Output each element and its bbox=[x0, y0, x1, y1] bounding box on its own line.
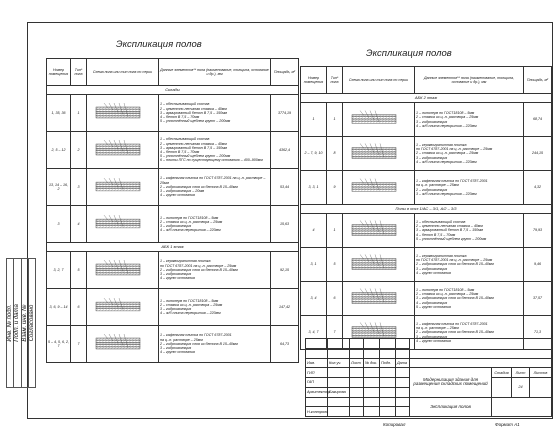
floor-type: 5 bbox=[327, 248, 343, 282]
floor-layer-item: 3 – гидроизоляция – 20мм bbox=[160, 189, 205, 194]
floor-layer-item: 3 – гидроизоляция bbox=[416, 119, 448, 124]
floor-layer-item: 4 – бетон В 7,5 – 70мм bbox=[416, 232, 456, 237]
room-numbers: 3, 4 bbox=[301, 282, 327, 316]
header-type: Тип* пола bbox=[71, 59, 87, 86]
side-strip: Инв. № подл. bbox=[6, 258, 13, 388]
floor-layer-item: 4 – грунт основания bbox=[160, 350, 195, 355]
floor-layer-item: 1 – линолеум по ГОСТ18108 – 5мм bbox=[160, 215, 219, 220]
table-row bbox=[47, 289, 299, 326]
stamp-sheets-header: Листов bbox=[530, 368, 552, 378]
floor-layers bbox=[159, 252, 271, 289]
stamp-label-date: Дата bbox=[396, 358, 410, 368]
stamp-role: Архитектор bbox=[306, 387, 328, 397]
floor-section-icon bbox=[88, 133, 148, 166]
header-elements: Данные элементов** пола (наименование, толщина, основание и др.), мм bbox=[159, 59, 271, 86]
floor-layer-item: 3 – гидроизоляция bbox=[160, 307, 192, 311]
floor-layer-item: 4 – ж/б плита перекрытия – 220мм bbox=[416, 159, 477, 164]
floor-layers bbox=[415, 282, 524, 316]
floor-layer-item: 1 – линолеум по ГОСТ18108 – 5мм bbox=[160, 298, 219, 303]
floor-section-icon bbox=[88, 170, 148, 203]
stamp-name bbox=[328, 368, 350, 378]
stamp-role: Н.контроль bbox=[306, 407, 328, 417]
floor-section-drawing bbox=[343, 248, 415, 282]
right-table bbox=[300, 66, 552, 350]
floor-type: 2 bbox=[71, 132, 87, 169]
floor-layer-item: 2 – гидроизоляция слоя из бетона В 15–40мм bbox=[160, 341, 238, 346]
floor-layer-item: на ц.-п. растворе – 25мм bbox=[416, 326, 459, 331]
stamp-project-title: Модернизация здания для размещения складских помещений bbox=[410, 368, 492, 397]
stamp-name bbox=[328, 397, 350, 407]
floor-layer-item: 4 – грунт основания bbox=[160, 193, 195, 198]
table-row bbox=[47, 252, 299, 289]
floor-section-drawing bbox=[343, 137, 415, 171]
stamp-stage-header: Стадия bbox=[492, 368, 512, 378]
section-title: Полы в осях 1/АС – 3/1, А/2 – 3/3 bbox=[301, 205, 552, 214]
stamp-copied: Копировал bbox=[383, 422, 406, 427]
floor-layer-item: 2 – цементно-песчаная стяжка – 40мм bbox=[160, 141, 227, 146]
floor-section-drawing bbox=[87, 252, 159, 289]
section-title: Склады bbox=[47, 86, 299, 95]
side-strip: Согласовано bbox=[28, 258, 36, 388]
room-numbers: 3, 2, 7 bbox=[47, 252, 71, 289]
floor-type: 6 bbox=[327, 282, 343, 316]
floor-layer-item: 1 – кафельная плитка по ГОСТ 6787-2001 на ц.-п. растворе – 25мм bbox=[160, 176, 266, 185]
floor-type: 3 bbox=[71, 169, 87, 206]
table-row bbox=[301, 214, 552, 248]
floor-layer-item: 1 – обеспыливающий состав bbox=[160, 137, 210, 142]
floor-layer-item: 4 – ж/б плита перекрытия – 220мм bbox=[160, 311, 221, 316]
floor-layer-item: 2 – стяжка из ц.-п. раствора – 25мм bbox=[416, 151, 479, 156]
table-row bbox=[301, 248, 552, 282]
floor-layer-item: 2 – гидроизоляция слоя из бетона В 15–40мм bbox=[416, 262, 494, 267]
room-numbers: 2 – 7, 9, 10 bbox=[301, 137, 327, 171]
floor-type: 5 bbox=[71, 252, 87, 289]
floor-section-icon bbox=[344, 104, 404, 134]
floor-layer-item: 2 – гидроизоляция bbox=[416, 187, 448, 192]
floor-layer-item: 4 – бетон В 7,5 – 70мм bbox=[160, 115, 200, 120]
floor-area: 9,46 bbox=[524, 248, 552, 282]
side-strip: Взам. инв. № bbox=[21, 258, 28, 388]
room-numbers: 1, 35, 36 bbox=[47, 95, 71, 132]
header-scheme: Схема пола или тип пола по серии bbox=[343, 67, 415, 94]
floor-layer-item: 4 – гидроизоляция bbox=[416, 300, 448, 305]
stamp-format: Формат А1 bbox=[495, 422, 520, 427]
floor-layer-item: 1 – линолеум по ГОСТ18108 – 5мм bbox=[416, 111, 475, 116]
floor-area: 4,32 bbox=[524, 171, 552, 205]
title-block bbox=[305, 338, 551, 427]
table-row bbox=[47, 132, 299, 169]
room-numbers: 4 bbox=[301, 214, 327, 248]
floor-layer-item: 6 – плиты ПГС по существующему основанию – 400–900мм bbox=[160, 158, 263, 163]
floor-layer-item: 3 – армированный бетон В 7,5 – 150мм bbox=[160, 110, 228, 115]
floor-area: 68,74 bbox=[524, 103, 552, 137]
floor-layer-item: 2 – цементно-песчаная стяжка – 40мм bbox=[160, 106, 227, 111]
stamp-role bbox=[306, 397, 328, 407]
right-table-title: Экспликация полов bbox=[366, 48, 452, 59]
floor-type: 1 bbox=[327, 103, 343, 137]
stamp-name bbox=[328, 378, 350, 388]
floor-type: 1 bbox=[327, 214, 343, 248]
stamp-sheet-header: Лист bbox=[512, 368, 530, 378]
floor-type: 6 bbox=[71, 289, 87, 326]
floor-type: 4 bbox=[71, 206, 87, 243]
table-row bbox=[47, 169, 299, 206]
floor-area: 53,44 bbox=[271, 169, 299, 206]
floor-layer-item: 1 – керамогранитная плитка bbox=[416, 253, 467, 258]
table-row bbox=[47, 326, 299, 363]
stamp-sheet-number: 24 bbox=[512, 378, 530, 398]
floor-section-drawing bbox=[87, 169, 159, 206]
floor-layer-item: 3 – гидроизоляция слоя из бетона В 15–40мм bbox=[416, 296, 494, 301]
floor-layer-item: 2 – стяжка из ц.-п. раствора – 25мм bbox=[160, 219, 223, 224]
floor-layer-item: 2 – стяжка из ц.-п. раствора – 25мм bbox=[416, 292, 479, 297]
floor-layer-item: на ц.-п. растворе – 25мм bbox=[160, 337, 203, 342]
floor-layer-item: на ц.-п. растворе – 25мм bbox=[416, 183, 459, 188]
floor-layer-item: 4 – грунт основания bbox=[416, 338, 451, 343]
stamp-drawing-title: Экспликация полов bbox=[410, 397, 492, 417]
floor-section-drawing bbox=[343, 282, 415, 316]
floor-layers bbox=[415, 248, 524, 282]
room-numbers: 2, 5 – 12 bbox=[47, 132, 71, 169]
room-numbers: 3, 3, 1 bbox=[301, 171, 327, 205]
room-numbers: 1 bbox=[301, 103, 327, 137]
floor-layer-item: 4 – бетон В 7,5 – 70мм bbox=[160, 150, 200, 154]
floor-layer-item: 2 – гидроизоляция слоя из бетона В 15–40мм bbox=[160, 267, 238, 272]
floor-type: 7 bbox=[327, 316, 343, 350]
floor-section-drawing bbox=[87, 95, 159, 132]
stamp-label-doc: № док. bbox=[364, 358, 380, 368]
room-numbers: 3 bbox=[47, 206, 71, 243]
floor-layer-item: 5 – уплотнённый щебнем грунт – 200мм bbox=[160, 154, 231, 159]
floor-layer-item: 1 – кафельная плитка по ГОСТ 6787-2001 bbox=[416, 179, 488, 184]
table-row bbox=[301, 171, 552, 205]
floor-area: 244,15 bbox=[524, 137, 552, 171]
floor-layers bbox=[415, 171, 524, 205]
stamp-label-sheet: Лист bbox=[350, 358, 364, 368]
floor-layer-item: 1 – обеспыливающий состав bbox=[160, 102, 210, 107]
floor-layer-item: 4 – ж/б плита перекрытия – 220мм bbox=[416, 123, 477, 128]
stamp-name: Бакирова bbox=[328, 387, 350, 397]
floor-layer-item: 2 – цементно-песчаная стяжка – 40мм bbox=[416, 224, 483, 229]
room-numbers: 3, 6, 9 – 14 bbox=[47, 289, 71, 326]
floor-layers bbox=[159, 169, 271, 206]
floor-layers bbox=[159, 326, 271, 363]
floor-section-icon bbox=[88, 327, 148, 360]
header-area: Площадь, м² bbox=[524, 67, 552, 94]
floor-section-drawing bbox=[87, 206, 159, 243]
floor-layer-item: 1 – керамогранитная плитка bbox=[160, 259, 211, 264]
floor-section-drawing bbox=[343, 214, 415, 248]
floor-section-drawing bbox=[343, 103, 415, 137]
floor-type: 7 bbox=[71, 326, 87, 363]
floor-layers bbox=[159, 289, 271, 326]
floor-layer-item: по ГОСТ 6787-2001 на ц.-п. растворе – 25мм bbox=[160, 263, 237, 268]
floor-layer-item: 5 – грунт основания bbox=[416, 304, 451, 309]
floor-area: 64,73 bbox=[271, 326, 299, 363]
floor-layer-item: 3 – гидроизоляция bbox=[160, 346, 192, 351]
floor-layer-item: 2 – гидроизоляция слоя из бетона В 15–40мм bbox=[416, 330, 494, 335]
stamp-role: ГИП bbox=[306, 368, 328, 378]
header-elements: Данные элементов** пола (наименование, толщина, основание и др.), мм bbox=[415, 67, 524, 94]
floor-layer-item: 3 – гидроизоляция bbox=[416, 155, 448, 160]
floor-section-icon bbox=[344, 172, 404, 202]
room-numbers: 3, 1 bbox=[301, 248, 327, 282]
floor-area: 71,3 bbox=[524, 316, 552, 350]
floor-section-icon bbox=[88, 253, 148, 286]
floor-layer-item: 2 – стяжка из ц.-п. раствора – 25мм bbox=[160, 302, 223, 307]
floor-section-icon bbox=[344, 215, 404, 245]
floor-layers bbox=[159, 95, 271, 132]
floor-layer-item: 5 – уплотнённый щебнем грунт – 200мм bbox=[160, 119, 231, 124]
floor-layer-item: 1 – обеспыливающий состав bbox=[416, 219, 466, 224]
floor-layers bbox=[159, 206, 271, 243]
floor-section-icon bbox=[88, 290, 148, 323]
floor-section-icon bbox=[88, 96, 148, 129]
room-numbers: 13, 14 – 16, 2 bbox=[47, 169, 71, 206]
table-row bbox=[47, 95, 299, 132]
floor-layer-item: 3 – армированный бетон В 7,5 – 150мм bbox=[416, 228, 484, 233]
stamp-name bbox=[328, 407, 350, 417]
floor-layer-item: 3 – гидроизоляция bbox=[160, 224, 192, 228]
floor-layer-item: по ГОСТ 6787-2001 на ц.-п. растворе – 25мм bbox=[416, 147, 493, 152]
floor-layer-item: 3 – гидроизоляция bbox=[160, 272, 192, 277]
header-type: Тип* пола bbox=[327, 67, 343, 94]
floor-section-drawing bbox=[87, 289, 159, 326]
header-scheme: Схема пола или тип пола по серии bbox=[87, 59, 159, 86]
stamp-role: ГАП bbox=[306, 378, 328, 388]
floor-area: 15,63 bbox=[271, 206, 299, 243]
floor-area: 37,57 bbox=[524, 282, 552, 316]
floor-layer-item: 3 – армированный бетон В 7,5 – 150мм bbox=[160, 145, 228, 150]
floor-section-icon bbox=[344, 283, 404, 313]
floor-area: 92,15 bbox=[271, 252, 299, 289]
floor-layer-item: 1 – линолеум по ГОСТ18108 – 5мм bbox=[416, 287, 475, 292]
section-title: АБК 1 этаж bbox=[47, 243, 299, 252]
table-row bbox=[47, 206, 299, 243]
floor-layers bbox=[415, 214, 524, 248]
floor-layer-item: 3 – гидроизоляция bbox=[416, 266, 448, 271]
floor-layer-item: 1 – керамогранитная плитка bbox=[416, 142, 467, 147]
table-row bbox=[301, 103, 552, 137]
floor-layer-item: 2 – стяжка из ц.-п. раствора – 25мм bbox=[416, 115, 479, 120]
floor-layer-item: 3 – ж/б плита перекрытия – 220мм bbox=[416, 191, 477, 196]
title-block-table bbox=[305, 338, 552, 417]
floor-type: 1 bbox=[71, 95, 87, 132]
floor-layer-item: 1 – кафельная плитка по ГОСТ 6787-2001 bbox=[160, 333, 232, 338]
floor-layer-item: по ГОСТ 6787-2001 на ц.-п. растворе – 25мм bbox=[416, 258, 493, 263]
header-area: Площадь, м² bbox=[271, 59, 299, 86]
floor-section-icon bbox=[88, 207, 148, 240]
floor-area: 4362,4 bbox=[271, 132, 299, 169]
floor-type: 9 bbox=[327, 171, 343, 205]
floor-layer-item: 4 – грунт основания bbox=[160, 276, 195, 281]
left-table-title: Экспликация полов bbox=[116, 39, 202, 50]
floor-section-drawing bbox=[87, 326, 159, 363]
header-rooms: Номер помещения bbox=[301, 67, 327, 94]
floor-section-drawing bbox=[87, 132, 159, 169]
stamp-label-sign: Подп. bbox=[380, 358, 396, 368]
floor-section-drawing bbox=[343, 171, 415, 205]
section-title: АБК 2 этаж bbox=[301, 94, 552, 103]
floor-layer-item: 4 – грунт основания bbox=[416, 270, 451, 275]
floor-layer-item: 3 – гидроизоляция bbox=[416, 334, 448, 339]
left-table bbox=[46, 58, 299, 363]
floor-type: 8 bbox=[327, 137, 343, 171]
table-row bbox=[301, 137, 552, 171]
floor-layers bbox=[415, 103, 524, 137]
floor-layer-item: 2 – гидроизоляция слоя из бетона В 15–40мм bbox=[160, 184, 238, 189]
floor-area: 79,93 bbox=[524, 214, 552, 248]
floor-layer-item: 4 – ж/б плита перекрытия – 220мм bbox=[160, 228, 221, 233]
floor-section-icon bbox=[344, 249, 404, 279]
floor-layer-item: 5 – уплотнённый щебнем грунт – 200мм bbox=[416, 236, 487, 241]
room-numbers: 3, 4, 7 bbox=[301, 316, 327, 350]
side-approval-strips bbox=[6, 258, 36, 388]
floor-layers bbox=[415, 137, 524, 171]
floor-area: 3774,19 bbox=[271, 95, 299, 132]
floor-section-icon bbox=[344, 138, 404, 168]
side-strip: Подп. и дата bbox=[13, 258, 20, 388]
floor-layers bbox=[159, 132, 271, 169]
table-row bbox=[301, 282, 552, 316]
floor-area: 147,42 bbox=[271, 289, 299, 326]
header-rooms: Номер помещения bbox=[47, 59, 71, 86]
stamp-label-change: Изм. bbox=[306, 358, 328, 368]
stamp-label-qty: Кол.уч. bbox=[328, 358, 350, 368]
floor-layer-item: 1 – кафельная плитка по ГОСТ 6787-2001 bbox=[416, 321, 488, 326]
room-numbers: 5 – 4, 5, 6, 2, 7 bbox=[47, 326, 71, 363]
